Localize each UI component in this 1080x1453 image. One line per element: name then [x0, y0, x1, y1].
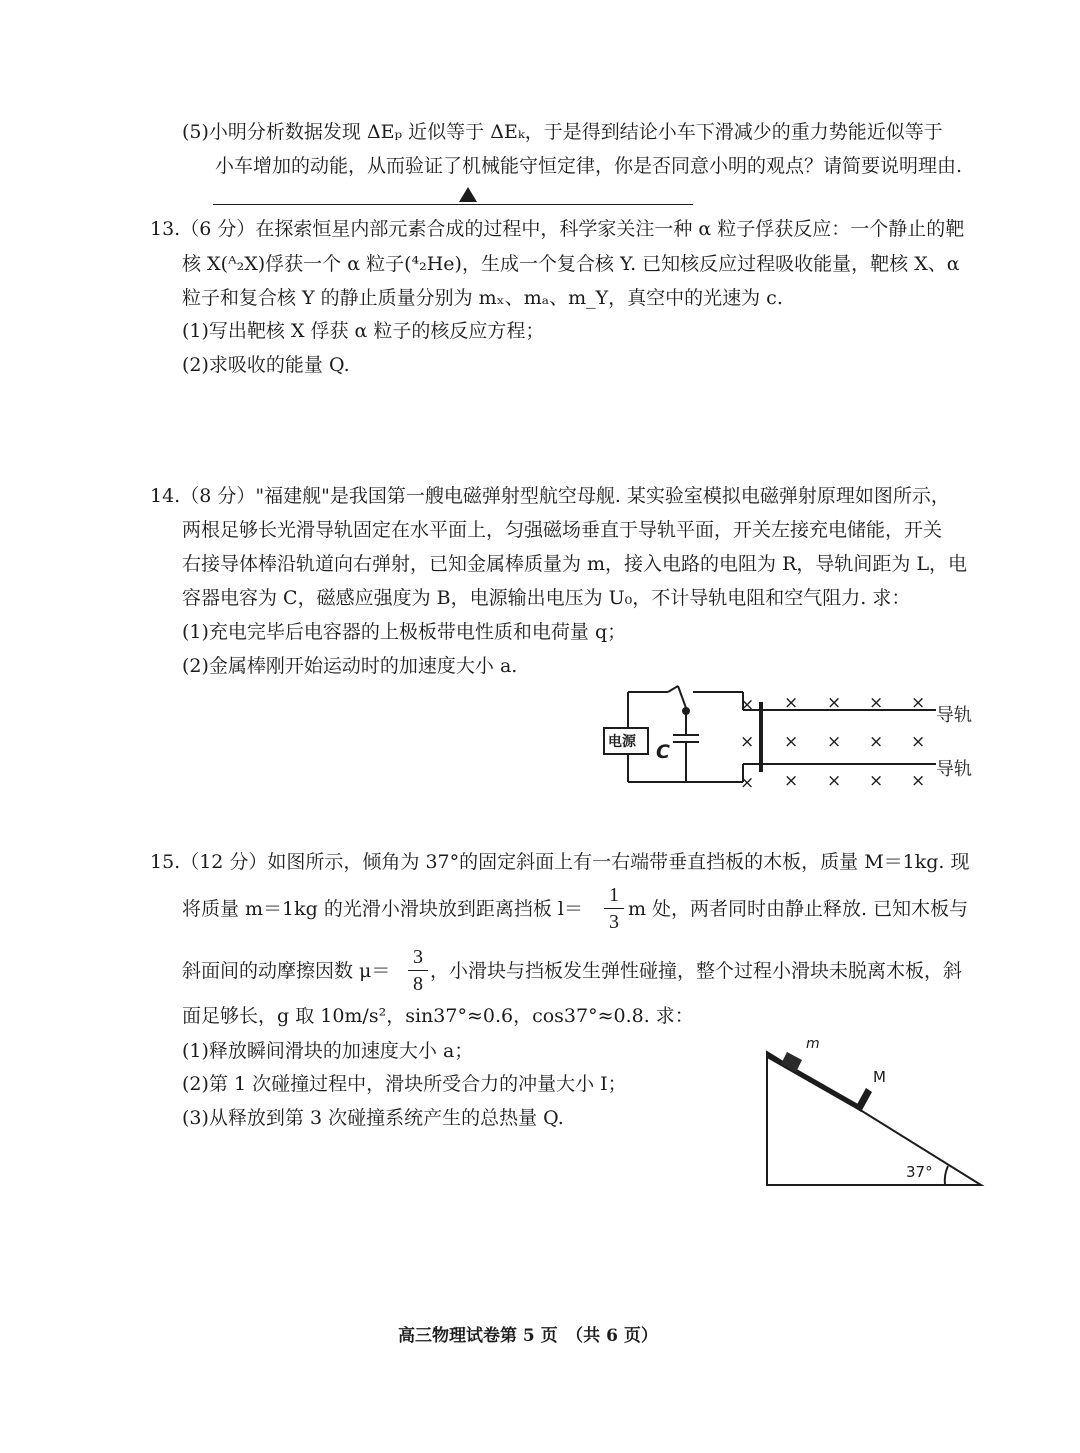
- q14-sub2: (2)金属棒刚开始运动时的加速度大小 a.: [182, 655, 518, 677]
- field-mark: ×: [784, 693, 799, 713]
- fraction-denominator: 8: [413, 973, 423, 995]
- q14-line2: 两根足够长光滑导轨固定在水平面上，匀强磁场垂直于导轨平面，开关左接充电储能，开关: [182, 519, 943, 541]
- q15-sub3: (3)从释放到第 3 次碰撞系统产生的总热量 Q.: [182, 1107, 564, 1129]
- fraction-numerator: 1: [609, 884, 619, 906]
- q13-sub1: (1)写出靶核 X 俘获 α 粒子的核反应方程；: [182, 320, 545, 342]
- field-mark: ×: [827, 693, 842, 713]
- rail-label-top: 导轨: [936, 705, 972, 726]
- field-mark: ×: [740, 773, 755, 793]
- q13-line1: 13.（6 分）在探索恒星内部元素合成的过程中，科学家关注一种 α 粒子俘获反应：一个静止的靶: [150, 218, 965, 240]
- field-mark: ×: [911, 771, 926, 791]
- q13-sub2: (2)求吸收的能量 Q.: [182, 354, 350, 376]
- q15-line2b: m 处，两者同时由静止释放. 已知木板与: [628, 898, 969, 920]
- rail-label-bottom: 导轨: [936, 759, 972, 780]
- q15-line2a: 将质量 m＝1kg 的光滑小滑块放到距离挡板 l＝: [182, 898, 583, 920]
- field-mark: ×: [911, 732, 926, 752]
- field-mark: ×: [740, 695, 755, 715]
- q13-line2: 核 X(ᴬ₂X)俘获一个 α 粒子(⁴₂He)，生成一个复合核 Y. 已知核反应过程吸收能量，靶核 X、α: [182, 253, 960, 275]
- fraction-three-eighths: [408, 946, 428, 995]
- fraction-numerator: 3: [413, 946, 423, 968]
- q15-sub1: (1)释放瞬间滑块的加速度大小 a；: [182, 1040, 474, 1062]
- q13-line3: 粒子和复合核 Y 的静止质量分别为 mₓ、mₐ、m_Y，真空中的光速为 c.: [182, 287, 783, 309]
- wooden-board: [767, 1052, 858, 1110]
- q14-line4: 容器电容为 C，磁感应强度为 B，电源输出电压为 U₀，不计导轨电阻和空气阻力. 求：: [182, 587, 911, 609]
- answer-marker-icon: [459, 187, 477, 202]
- switch-pivot: [683, 708, 689, 714]
- q12-5-line2: 小车增加的动能，从而验证了机械能守恒定律，你是否同意小明的观点？请简要说明理由.: [215, 155, 963, 177]
- q15-line3b: ，小滑块与挡板发生弹性碰撞，整个过程小滑块未脱离木板，斜: [430, 960, 963, 982]
- page-footer: 高三物理试卷第 5 页 （共 6 页）: [398, 1326, 658, 1346]
- field-mark: ×: [827, 732, 842, 752]
- field-mark: ×: [740, 732, 755, 752]
- capacitor-label: C: [656, 741, 670, 763]
- field-mark: ×: [784, 771, 799, 791]
- block-label: m: [806, 1036, 820, 1052]
- q15-sub2: (2)第 1 次碰撞过程中，滑块所受合力的冲量大小 I；: [182, 1073, 627, 1095]
- q15-line3a: 斜面间的动摩擦因数 μ＝: [182, 960, 391, 982]
- field-mark: ×: [869, 693, 884, 713]
- switch-blade: [678, 686, 686, 708]
- rail-circuit-figure: [598, 680, 998, 795]
- angle-label: 37°: [906, 1163, 933, 1181]
- q15-line1: 15.（12 分）如图所示，倾角为 37°的固定斜面上有一右端带垂直挡板的木板，质量 M＝1kg. 现: [150, 851, 970, 873]
- power-source-label: 电源: [608, 734, 636, 750]
- angle-arc: [945, 1166, 948, 1185]
- q14-line3: 右接导体棒沿轨道向右弹射，已知金属棒质量为 m，接入电路的电阻为 R，导轨间距为 L，电: [182, 553, 968, 575]
- field-mark: ×: [911, 693, 926, 713]
- field-mark: ×: [784, 732, 799, 752]
- board-stopper: [855, 1088, 872, 1112]
- incline-figure: [750, 1030, 1000, 1195]
- answer-line: [213, 204, 693, 205]
- q14-sub1: (1)充电完毕后电容器的上极板带电性质和电荷量 q；: [182, 621, 627, 643]
- q12-5-line1: (5)小明分析数据发现 ΔEₚ 近似等于 ΔEₖ，于是得到结论小车下滑减少的重力势能近似等于: [182, 121, 943, 143]
- fraction-one-third: [604, 884, 624, 933]
- magnetic-field-marks: [740, 693, 925, 793]
- q14-line1: 14.（8 分）"福建舰"是我国第一艘电磁弹射型航空母舰. 某实验室模拟电磁弹射原理如图所示，: [150, 485, 950, 507]
- field-mark: ×: [869, 771, 884, 791]
- field-mark: ×: [869, 732, 884, 752]
- field-mark: ×: [827, 771, 842, 791]
- board-label: M: [873, 1068, 886, 1086]
- sliding-block: [781, 1052, 802, 1072]
- q15-line4: 面足够长，g 取 10m/s²，sin37°≈0.6，cos37°≈0.8. 求：: [182, 1005, 694, 1027]
- fraction-denominator: 3: [609, 911, 619, 933]
